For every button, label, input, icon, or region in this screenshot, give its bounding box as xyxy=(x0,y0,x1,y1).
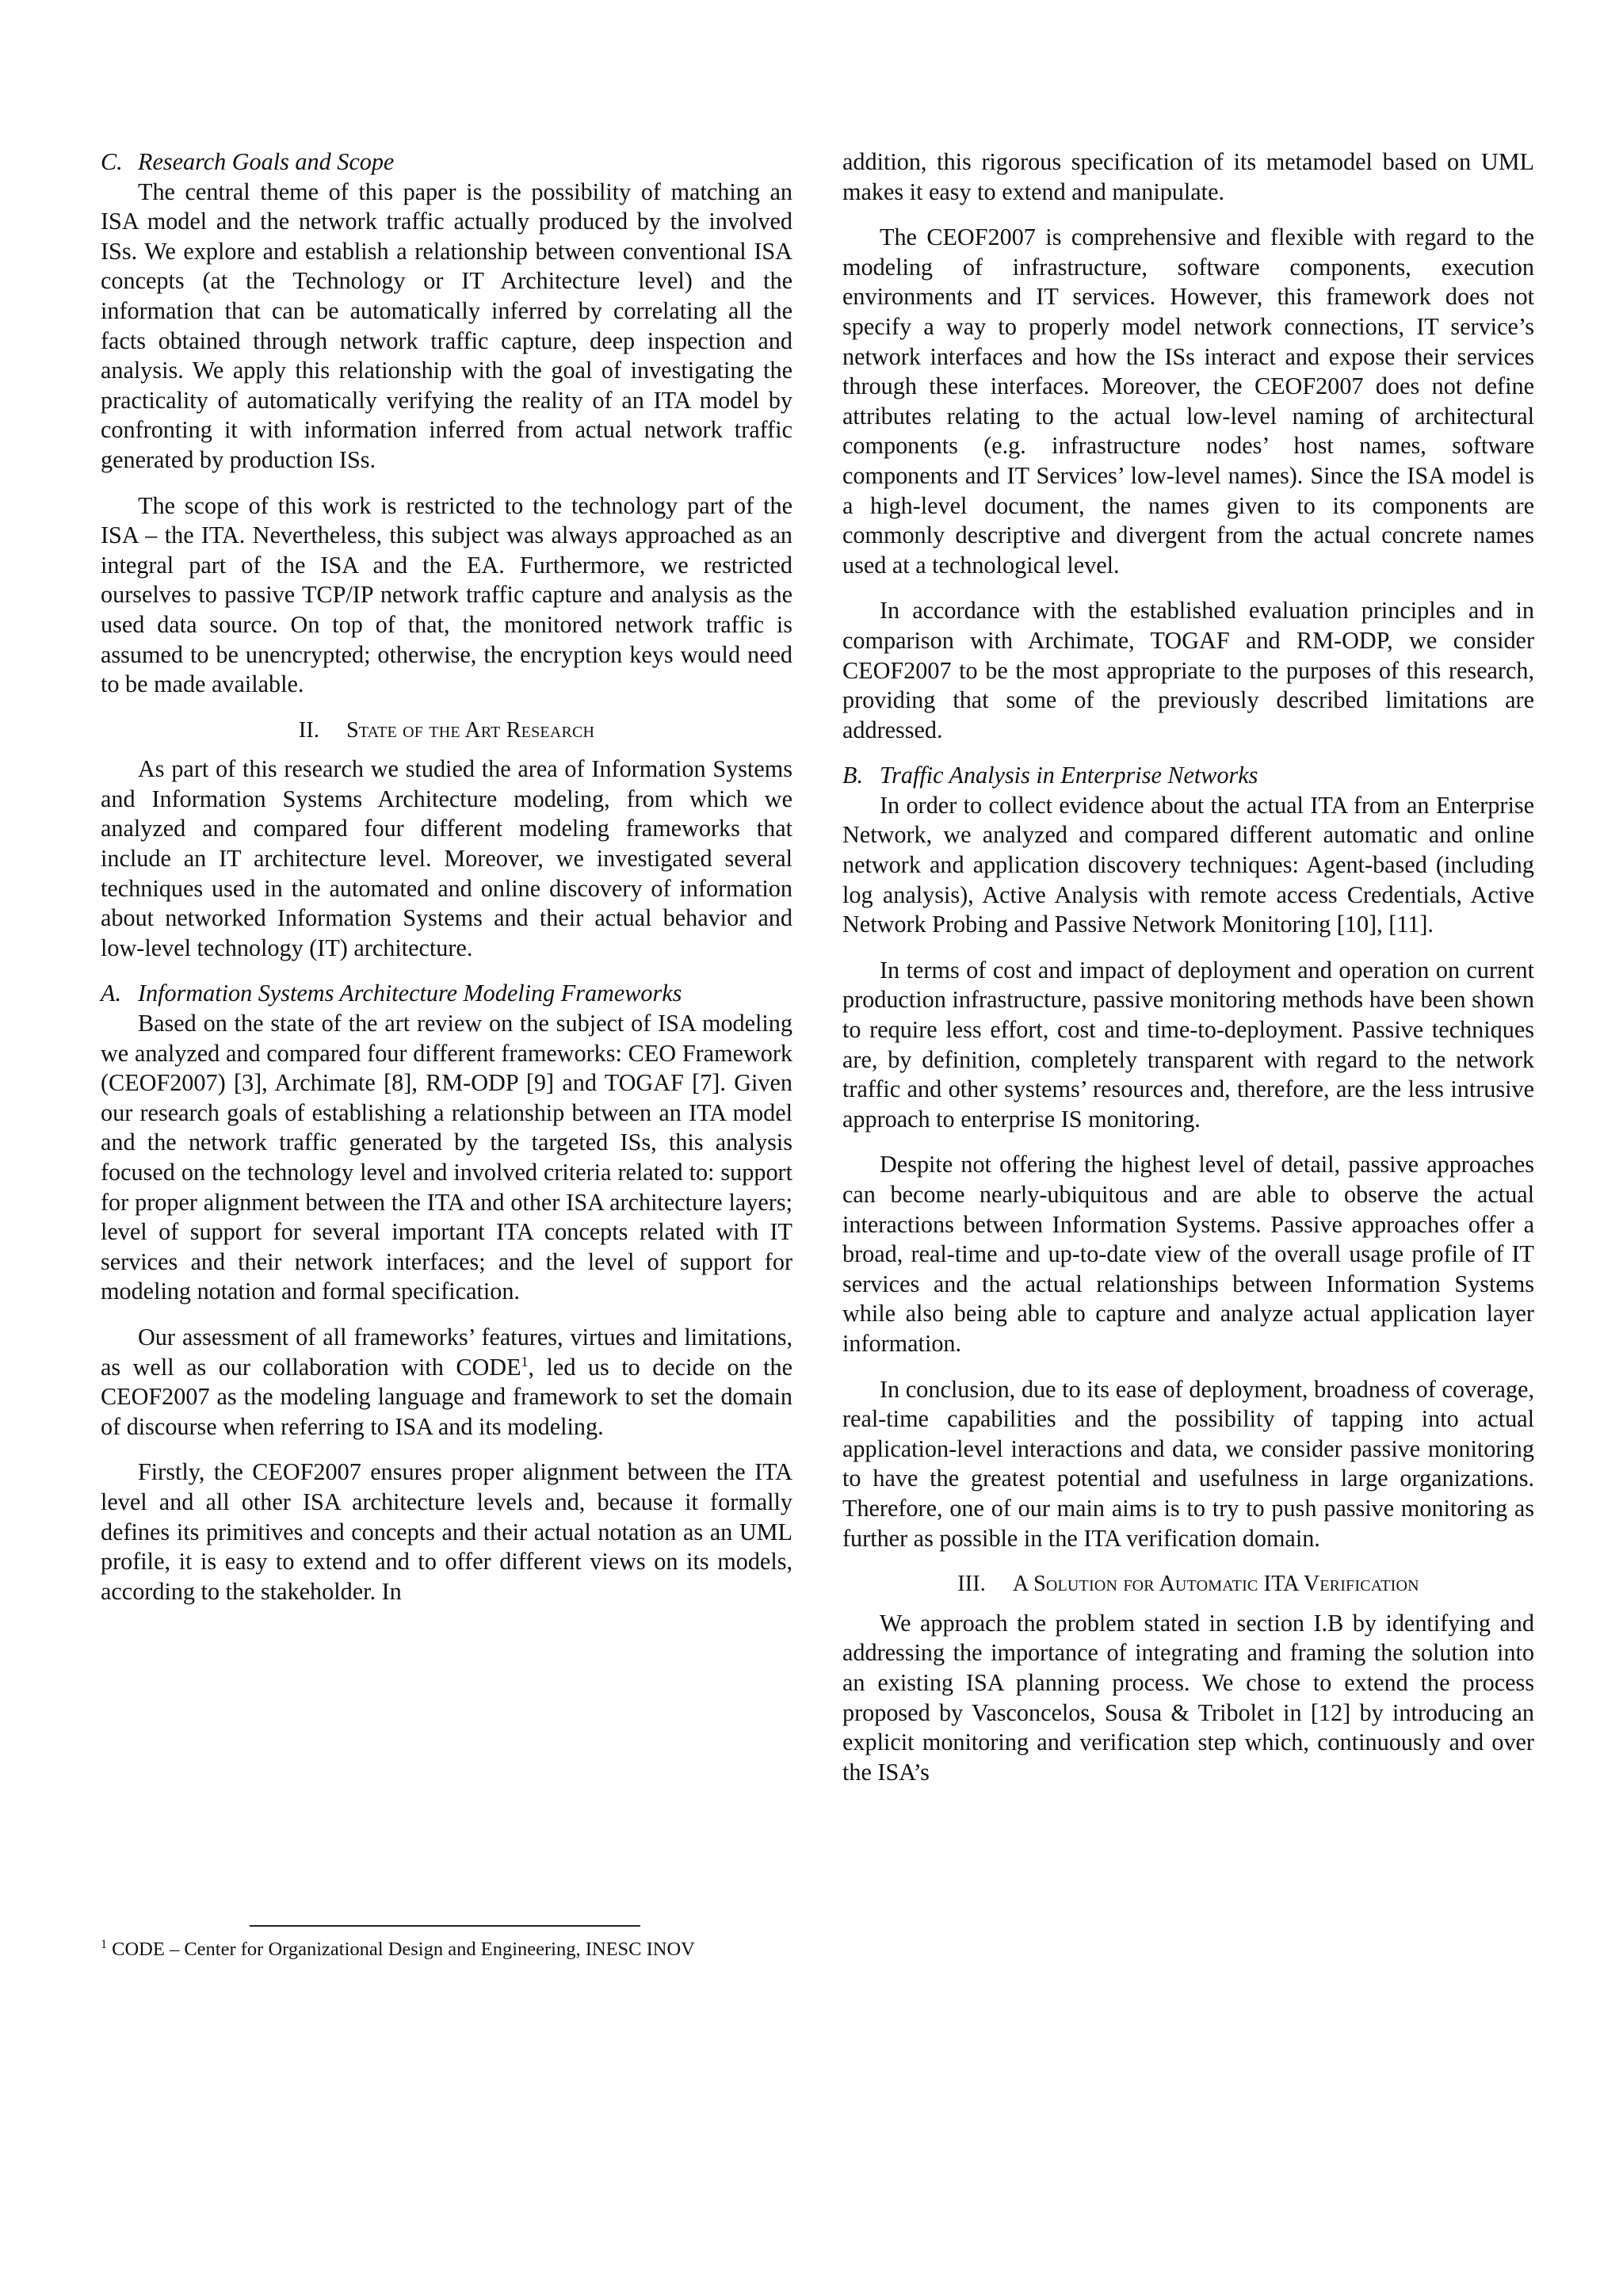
footnote-reference: 1 xyxy=(521,1353,529,1370)
section-a-paragraph-2 xyxy=(101,1323,792,1442)
section-b-paragraph-2: In terms of cost and impact of deployment and operation on current production infrastructure, passive monitoring methods have been shown to require less effort, cost and time-to-deployment. Passive techniques are, by definition, completely transparent with regard to the network traffic and other systems’ resources and, therefore, are the less intrusive approach to enterprise IS monitoring. xyxy=(842,956,1534,1133)
section-ii-paragraph-1: As part of this research we studied the area of Information Systems and Information Systems Architecture modeling, from which we analyzed and compared four different modeling frameworks that include an IT architecture level. Moreover, we investigated several techniques used in the automated and online discovery of information about networked Information Systems and their actual behavior and low-level technology (IT) architecture. xyxy=(101,755,792,961)
section-b-paragraph-4: In conclusion, due to its ease of deployment, broadness of coverage, real-time capabilities and the possibility of tapping into actual application-level interactions and data, we consider passive monitoring to have the greatest potential and usefulness in large organizations. Therefore, one of our main aims is to try to push passive monitoring as further as possible in the ITA verification domain. xyxy=(842,1375,1534,1552)
section-ii-number: II. xyxy=(298,717,320,743)
section-iii-number: III. xyxy=(957,1572,986,1597)
section-a-title: Information Systems Architecture Modeling Frameworks xyxy=(138,980,682,1007)
section-b-heading xyxy=(842,761,1534,791)
section-iii-paragraph-1: We approach the problem stated in section I.B by identifying and addressing the importance of integrating and framing the solution into an existing ISA planning process. We chose to extend the process proposed by Vasconcelos, Sousa & Tribolet in [12] by introducing an explicit monitoring and verification step which, continuously and over the ISA’s xyxy=(842,1609,1534,1786)
section-b-title: Traffic Analysis in Enterprise Networks xyxy=(880,762,1258,789)
section-ii-title: State of the Art Research xyxy=(346,717,595,743)
section-b-label: B. xyxy=(842,762,863,789)
section-c-heading xyxy=(101,147,792,178)
section-a-heading xyxy=(101,979,792,1009)
section-b-paragraph-1: In order to collect evidence about the actual ITA from an Enterprise Network, we analyzed and compared different automatic and online network and application discovery techniques: Agent-based (including log analysis), Active Analysis with remote access Credentials, Active Network Probing and Passive Network Monitoring [10], [11]. xyxy=(842,791,1534,938)
section-a-paragraph-1: Based on the state of the art review on the subject of ISA modeling we analyzed and compared four different frameworks: CEO Framework (CEOF2007) [3], Archimate [8], RM-ODP [9] and TOGAF [7]. Given our research goals of establishing a relationship between an ITA model and the network traffic generated by the targeted ISs, this analysis focused on the technology level and involved criteria related to: support for proper alignment between the ITA and other ISA architecture layers; level of support for several important ITA concepts related with IT services and their network interfaces; and the level of support for modeling notation and formal specification. xyxy=(101,1010,792,1305)
ceof-paragraph-1: The CEOF2007 is comprehensive and flexible with regard to the modeling of infrastructure, software components, execution environments and IT services. However, this framework does not specify a way to properly model network connections, IT service’s network interfaces and how the ISs interact and expose their services through these interfaces. Moreover, the CEOF2007 does not define attributes relating to the actual low-level naming of architectural components (e.g. infrastructure nodes’ host names, software components and IT Services’ low-level names). Since the ISA model is a high-level document, the names given to its components are commonly descriptive and divergent from the actual concrete names used at a technological level. xyxy=(842,223,1534,579)
section-b-paragraph-3: Despite not offering the highest level of detail, passive approaches can become nearly-ubiquitous and are able to observe the actual interactions between Information Systems. Passive approaches offer a broad, real-time and up-to-date view of the overall usage profile of IT services and the actual relationships between Information Systems while also being able to capture and analyze actual application layer information. xyxy=(842,1151,1534,1357)
section-c-paragraph-2: The scope of this work is restricted to the technology part of the ISA – the ITA. Nevertheless, this subject was always approached as an integral part of the ISA and the EA. Furthermore, we restricted ourselves to passive TCP/IP network traffic capture and analysis as the used data source. On top of that, the monitored network traffic is assumed to be unencrypted; otherwise, the encryption keys would need to be made available. xyxy=(101,491,792,698)
section-c-paragraph-1: The central theme of this paper is the possibility of matching an ISA model and the network traffic actually produced by the involved ISs. We explore and establish a relationship between conventional ISA concepts (at the Technology or IT Architecture level) and the information that can be automatically inferred by correlating all the facts obtained through network traffic capture, deep inspection and analysis. We apply this relationship with the goal of investigating the practicality of automatically verifying the reality of an ITA model by confronting it with information inferred from actual network traffic generated by production ISs. xyxy=(101,178,792,473)
section-a-paragraph-2-end: , led us to decide on the CEOF2007 as the modeling language and framework to set the domain of discourse when referring to ISA and its modeling. xyxy=(101,1353,792,1440)
footnote xyxy=(101,1937,792,1962)
left-column xyxy=(101,147,792,1622)
right-column xyxy=(842,147,1534,1803)
section-c-label: C. xyxy=(101,148,123,175)
section-a-paragraph-3: Firstly, the CEOF2007 ensures proper alignment between the ITA level and all other ISA architecture levels and, because it formally defines its primitives and concepts and their actual notation as an UML profile, it is easy to extend and to offer different views on its models, according to the stakeholder. In xyxy=(101,1458,792,1605)
section-iii-title: A Solution for Automatic ITA Verification xyxy=(1013,1572,1419,1597)
footnote-text: CODE – Center for Organizational Design and Engineering, INESC INOV xyxy=(112,1939,695,1960)
continuation-paragraph: addition, this rigorous specification of its metamodel based on UML makes it easy to extend and manipulate. xyxy=(842,148,1534,205)
section-a-label: A. xyxy=(101,980,121,1007)
ceof-paragraph-2: In accordance with the established evaluation principles and in comparison with Archimate, TOGAF and RM-ODP, we consider CEOF2007 to be the most appropriate to the purposes of this research, providing that some of the previously described limitations are addressed. xyxy=(842,597,1534,743)
section-iii-heading xyxy=(842,1569,1534,1599)
section-a-paragraph-2-start: Our assessment of all frameworks’ features, virtues and limitations, as well as our collaboration with CODE xyxy=(101,1323,792,1381)
footnote-marker: 1 xyxy=(101,1938,107,1951)
section-c-title: Research Goals and Scope xyxy=(138,148,395,175)
section-ii-heading xyxy=(101,716,792,746)
footnote-divider xyxy=(250,1925,640,1927)
